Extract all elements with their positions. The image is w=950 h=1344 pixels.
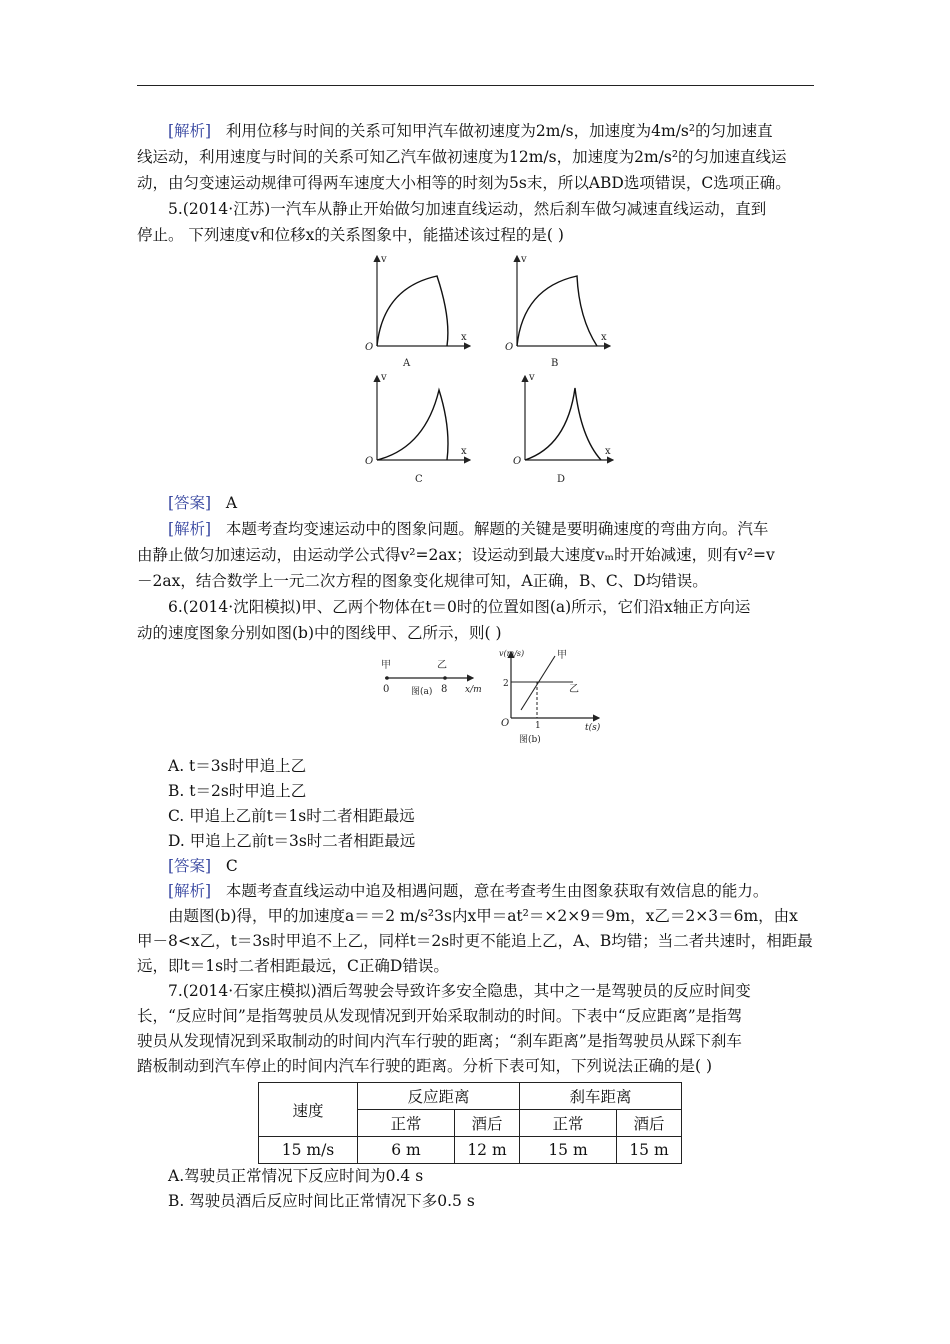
analysis-tag: [解析] — [168, 122, 212, 140]
axis-x: x — [601, 332, 607, 343]
header-normal: 正常 — [358, 1110, 455, 1137]
explanation-6-line — [137, 880, 817, 902]
header-normal: 正常 — [520, 1110, 617, 1137]
axis-x: x — [461, 332, 467, 343]
line-jia: 甲 — [557, 650, 567, 661]
graph-a — [365, 254, 470, 369]
analysis-tag: [解析] — [168, 882, 212, 900]
graph-c — [365, 372, 470, 485]
explanation-5-line: 由静止做匀加速运动，由运动学公式得v²=2ax；设运动到最大速度vₘ时开始减速，则有v²=v — [137, 546, 775, 564]
explanation-line: 动，由匀变速运动规律可得两车速度大小相等的时刻为5s末，所以ABD选项错误，C选项正确。 — [137, 174, 791, 192]
answer-value: C — [225, 857, 238, 875]
text: 本题考查直线运动中追及相遇问题，意在考查考生由图象获取有效信息的能力。 — [225, 882, 769, 900]
cell-speed: 15 m/s — [259, 1137, 358, 1164]
tick-1: 1 — [535, 721, 541, 731]
answer-5 — [137, 492, 817, 514]
distance-table — [258, 1082, 682, 1164]
header-reaction: 反应距离 — [358, 1083, 520, 1110]
axis-x: x — [461, 446, 467, 457]
question-5-line: 停止。 下列速度v和位移x的关系图象中，能描述该过程的是( ) — [137, 226, 564, 244]
cell-braking-normal: 15 m — [520, 1137, 617, 1164]
axis-v: v — [381, 372, 387, 383]
header-drunk: 酒后 — [455, 1110, 520, 1137]
question-6-line: 6.(2014·沈阳模拟)甲、乙两个物体在t＝0时的位置如图(a)所示，它们沿x轴正方向运 — [168, 598, 751, 616]
origin: O — [513, 456, 522, 467]
answer-tag: [答案] — [168, 857, 212, 875]
tick-0: 0 — [383, 684, 390, 695]
caption-c: C — [415, 474, 423, 485]
answer-tag: [答案] — [168, 494, 212, 512]
option-6c: C. 甲追上乙前t＝1s时二者相距最远 — [168, 807, 415, 825]
explanation-6-line: 甲－8<x乙，t＝3s时甲追不上乙，同样t＝2s时更不能追上乙，A、B均错；当二者共速时，相距最 — [137, 932, 813, 950]
header-rule — [137, 85, 814, 86]
figure-a — [381, 659, 482, 697]
label-jia: 甲 — [381, 660, 391, 671]
cell-braking-drunk: 15 m — [617, 1137, 682, 1164]
question-7-line: 驶员从发现情况到采取制动的时间内汽车行驶的距离；“刹车距离”是指驾驶员从踩下刹车 — [137, 1032, 742, 1050]
axis-vms: v(m/s) — [499, 649, 525, 658]
q5-figure — [355, 248, 625, 488]
text: 本题考查均变速运动中的图象问题。解题的关键是要明确速度的弯曲方向。汽车 — [225, 520, 769, 538]
option-6a: A. t＝3s时甲追上乙 — [168, 757, 307, 775]
caption-d: D — [557, 474, 566, 485]
explanation-5-line: －2ax，结合数学上一元二次方程的图象变化规律可知，A正确，B、C、D均错误。 — [137, 572, 708, 590]
axis-ts: t(s) — [585, 723, 601, 733]
option-7b: B. 驾驶员酒后反应时间比正常情况下多0.5 s — [168, 1192, 475, 1210]
explanation-6-line: 远，即t＝1s时二者相距最远，C正确D错误。 — [137, 957, 449, 975]
origin: O — [501, 718, 510, 729]
caption-b: B — [551, 358, 559, 369]
origin: O — [365, 342, 374, 353]
axis-xm: x/m — [465, 685, 482, 695]
option-6d: D. 甲追上乙前t＝3s时二者相距最远 — [168, 832, 416, 850]
explanation-5-line — [137, 518, 817, 540]
cell-reaction-normal: 6 m — [358, 1137, 455, 1164]
graph-b — [505, 254, 610, 369]
question-7-line: 7.(2014·石家庄模拟)酒后驾驶会导致许多安全隐患，其中之一是驾驶员的反应时间变 — [168, 982, 751, 1000]
tick-2: 2 — [503, 679, 509, 689]
header-drunk: 酒后 — [617, 1110, 682, 1137]
option-7a: A.驾驶员正常情况下反应时间为0.4 s — [168, 1167, 424, 1185]
origin: O — [365, 456, 374, 467]
question-7-line: 踏板制动到汽车停止的时间内汽车行驶的距离。分析下表可知，下列说法正确的是( ) — [137, 1057, 713, 1075]
option-6b: B. t＝2s时甲追上乙 — [168, 782, 307, 800]
q6-figure — [375, 646, 615, 746]
axis-v: v — [529, 372, 535, 383]
figure-b — [499, 649, 601, 745]
cell-reaction-drunk: 12 m — [455, 1137, 520, 1164]
header-braking: 刹车距离 — [520, 1083, 682, 1110]
tick-8: 8 — [441, 684, 448, 695]
caption-a: A — [403, 358, 411, 369]
header-speed: 速度 — [259, 1083, 358, 1137]
caption-a: 图(a) — [411, 687, 433, 697]
origin: O — [505, 342, 514, 353]
answer-value: A — [225, 494, 238, 512]
caption-b: 图(b) — [519, 735, 541, 745]
axis-v: v — [521, 254, 527, 265]
question-6-line: 动的速度图象分别如图(b)中的图线甲、乙所示，则( ) — [137, 624, 502, 642]
answer-6 — [137, 855, 817, 877]
label-yi: 乙 — [437, 660, 447, 671]
text: 利用位移与时间的关系可知甲汽车做初速度为2m/s，加速度为4m/s²的匀加速直 — [225, 122, 773, 140]
explanation-6-line: 由题图(b)得，甲的加速度a＝＝2 m/s²3s内x甲＝at²＝×2×9＝9m，x乙＝2×3＝6m，由x — [168, 907, 798, 925]
axis-v: v — [381, 254, 387, 265]
explanation-line — [137, 120, 817, 142]
explanation-line: 线运动，利用速度与时间的关系可知乙汽车做初速度为12m/s，加速度为2m/s²的匀加速直线运 — [137, 148, 787, 166]
analysis-tag: [解析] — [168, 520, 212, 538]
axis-x: x — [605, 446, 611, 457]
line-yi: 乙 — [569, 684, 579, 695]
graph-d — [513, 372, 613, 485]
question-7-line: 长，“反应时间”是指驾驶员从发现情况到开始采取制动的时间。下表中“反应距离”是指驾 — [137, 1007, 743, 1025]
question-5-line: 5.(2014·江苏)一汽车从静止开始做匀加速直线运动，然后刹车做匀减速直线运动，直到 — [168, 200, 767, 218]
